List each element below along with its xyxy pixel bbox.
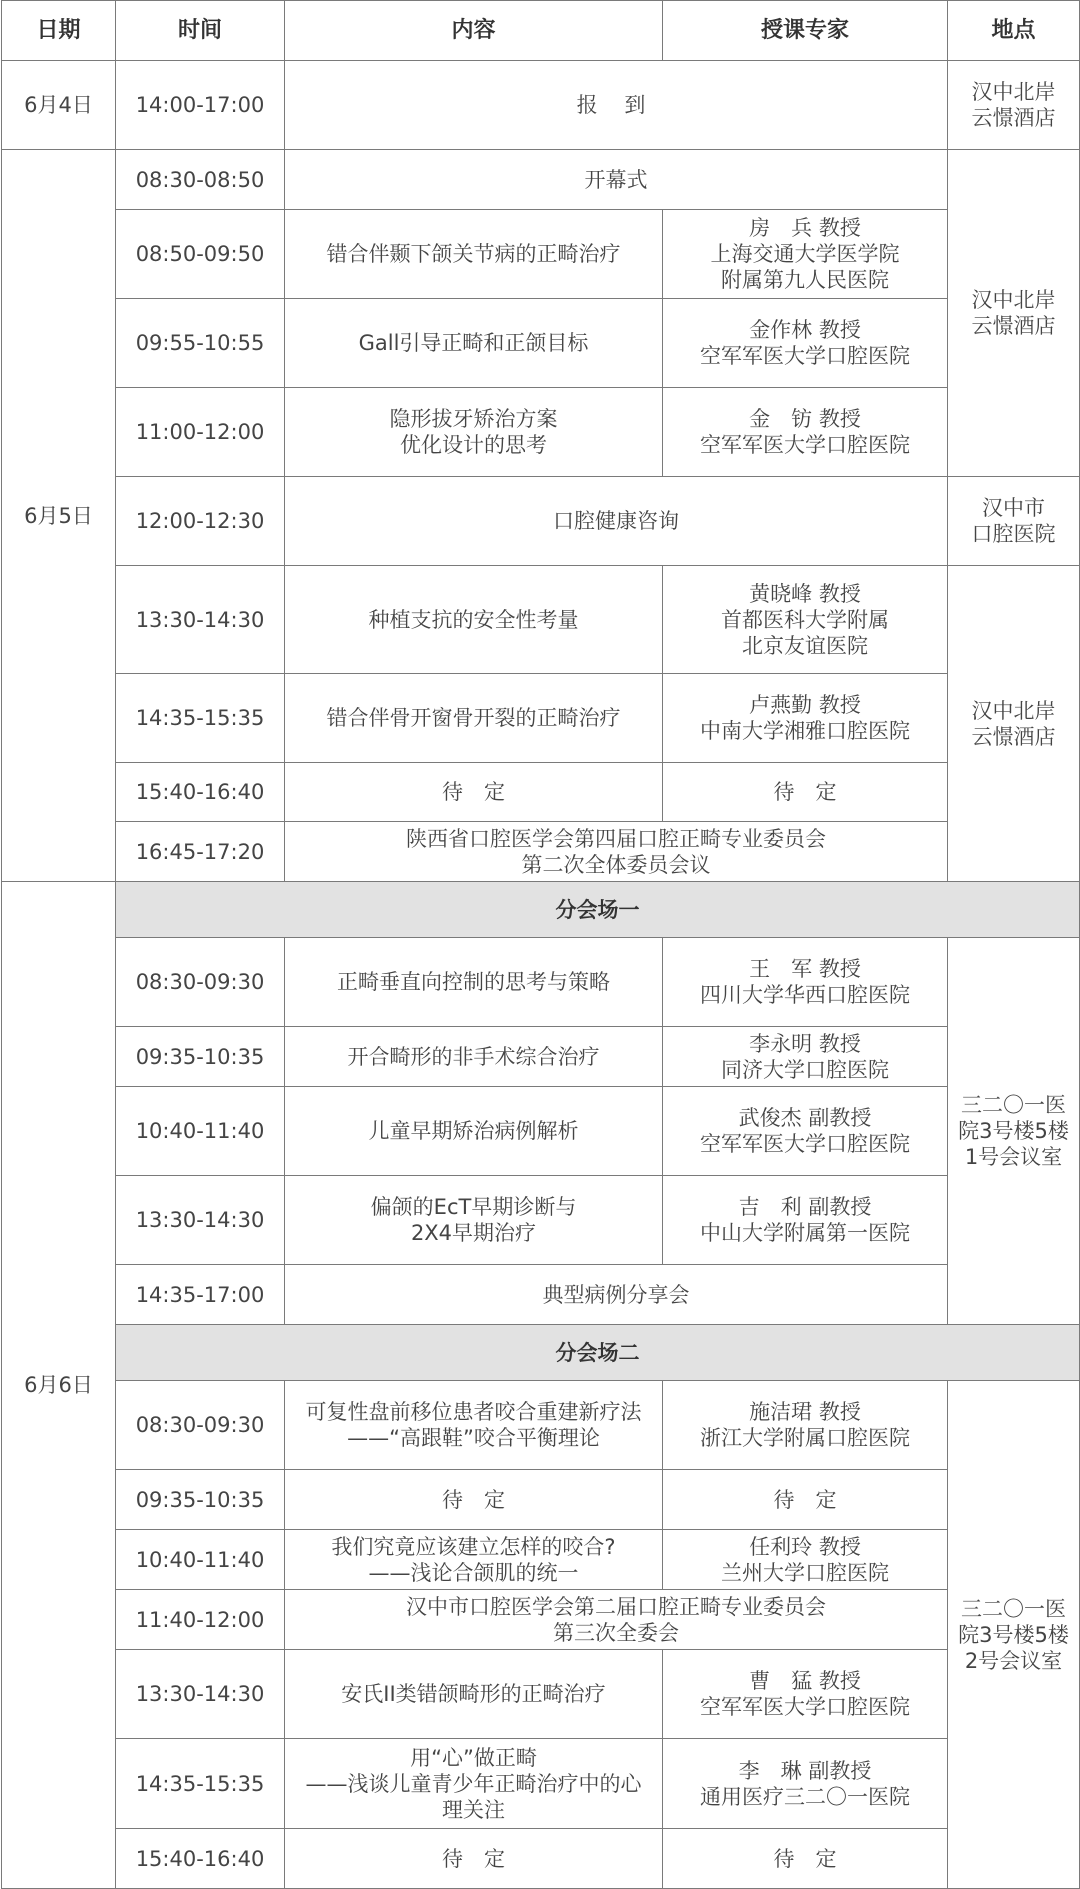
speaker-cell: 施洁珺 教授 浙江大学附属口腔医院 — [663, 1381, 948, 1470]
time-cell: 08:50-09:50 — [116, 210, 285, 299]
table-row — [2, 210, 1080, 299]
speaker-cell: 待 定 — [663, 763, 948, 822]
speaker-cell: 卢燕勤 教授 中南大学湘雅口腔医院 — [663, 674, 948, 763]
table-row — [2, 822, 1080, 882]
speaker-cell: 李永明 教授 同济大学口腔医院 — [663, 1027, 948, 1087]
table-row — [2, 1176, 1080, 1265]
content-cell: 报 到 — [285, 61, 948, 150]
table-row — [2, 938, 1080, 1027]
content-cell: 隐形拔牙矫治方案 优化设计的思考 — [285, 388, 663, 477]
content-cell: 偏颌的EcT早期诊断与 2X4早期治疗 — [285, 1176, 663, 1265]
location-cell: 汉中北岸 云憬酒店 — [948, 61, 1080, 150]
table-row — [2, 1087, 1080, 1176]
content-cell: 用“心”做正畸 ——浅谈儿童青少年正畸治疗中的心 理关注 — [285, 1739, 663, 1829]
time-cell: 11:40-12:00 — [116, 1590, 285, 1650]
time-cell: 14:00-17:00 — [116, 61, 285, 150]
time-cell: 10:40-11:40 — [116, 1087, 285, 1176]
content-cell: 正畸垂直向控制的思考与策略 — [285, 938, 663, 1027]
table-row — [2, 388, 1080, 477]
content-cell: 开合畸形的非手术综合治疗 — [285, 1027, 663, 1087]
time-cell: 13:30-14:30 — [116, 1176, 285, 1265]
time-cell: 09:35-10:35 — [116, 1470, 285, 1530]
content-cell: 陕西省口腔医学会第四届口腔正畸专业委员会 第二次全体委员会议 — [285, 822, 948, 882]
speaker-cell: 黄晓峰 教授 首都医科大学附属 北京友谊医院 — [663, 566, 948, 674]
content-cell: 儿童早期矫治病例解析 — [285, 1087, 663, 1176]
time-cell: 16:45-17:20 — [116, 822, 285, 882]
header-date: 日期 — [2, 1, 116, 61]
speaker-cell: 待 定 — [663, 1470, 948, 1530]
time-cell: 12:00-12:30 — [116, 477, 285, 566]
location-cell: 三二〇一医 院3号楼5楼 1号会议室 — [948, 938, 1080, 1325]
time-cell: 15:40-16:40 — [116, 1829, 285, 1889]
header-speaker: 授课专家 — [663, 1, 948, 61]
table-row — [2, 566, 1080, 674]
content-cell: 待 定 — [285, 763, 663, 822]
table-row — [2, 763, 1080, 822]
speaker-cell: 曹 猛 教授 空军军医大学口腔医院 — [663, 1650, 948, 1739]
content-cell: 汉中市口腔医学会第二届口腔正畸专业委员会 第三次全委会 — [285, 1590, 948, 1650]
table-row — [2, 1027, 1080, 1087]
time-cell: 09:35-10:35 — [116, 1027, 285, 1087]
content-cell: 我们究竟应该建立怎样的咬合? ——浅论合颌肌的统一 — [285, 1530, 663, 1590]
time-cell: 13:30-14:30 — [116, 1650, 285, 1739]
table-row — [2, 1530, 1080, 1590]
location-cell: 三二〇一医 院3号楼5楼 2号会议室 — [948, 1381, 1080, 1889]
table-row — [2, 1381, 1080, 1470]
content-cell: 待 定 — [285, 1470, 663, 1530]
content-cell: 典型病例分享会 — [285, 1265, 948, 1325]
header-row — [2, 1, 1080, 61]
speaker-cell: 李 琳 副教授 通用医疗三二〇一医院 — [663, 1739, 948, 1829]
content-cell: 待 定 — [285, 1829, 663, 1889]
speaker-cell: 吉 利 副教授 中山大学附属第一医院 — [663, 1176, 948, 1265]
section-title: 分会场二 — [116, 1325, 1080, 1381]
section-row — [2, 882, 1080, 938]
schedule-table — [1, 0, 1080, 1889]
table-row — [2, 1829, 1080, 1889]
table-row — [2, 477, 1080, 566]
time-cell: 14:35-15:35 — [116, 674, 285, 763]
time-cell: 14:35-15:35 — [116, 1739, 285, 1829]
date-cell: 6月5日 — [2, 150, 116, 882]
date-cell: 6月6日 — [2, 882, 116, 1889]
table-row — [2, 1470, 1080, 1530]
header-content: 内容 — [285, 1, 663, 61]
date-cell: 6月4日 — [2, 61, 116, 150]
time-cell: 10:40-11:40 — [116, 1530, 285, 1590]
location-cell: 汉中市 口腔医院 — [948, 477, 1080, 566]
speaker-cell: 房 兵 教授 上海交通大学医学院 附属第九人民医院 — [663, 210, 948, 299]
location-cell: 汉中北岸 云憬酒店 — [948, 150, 1080, 477]
table-row — [2, 1590, 1080, 1650]
speaker-cell: 王 军 教授 四川大学华西口腔医院 — [663, 938, 948, 1027]
speaker-cell: 任利玲 教授 兰州大学口腔医院 — [663, 1530, 948, 1590]
time-cell: 08:30-09:30 — [116, 938, 285, 1027]
table-row — [2, 150, 1080, 210]
table-row — [2, 1265, 1080, 1325]
content-cell: 口腔健康咨询 — [285, 477, 948, 566]
speaker-cell: 金作林 教授 空军军医大学口腔医院 — [663, 299, 948, 388]
table-row — [2, 674, 1080, 763]
time-cell: 13:30-14:30 — [116, 566, 285, 674]
content-cell: 安氏II类错颌畸形的正畸治疗 — [285, 1650, 663, 1739]
time-cell: 08:30-09:30 — [116, 1381, 285, 1470]
section-row — [2, 1325, 1080, 1381]
section-title: 分会场一 — [116, 882, 1080, 938]
header-location: 地点 — [948, 1, 1080, 61]
time-cell: 15:40-16:40 — [116, 763, 285, 822]
content-cell: Gall引导正畸和正颌目标 — [285, 299, 663, 388]
content-cell: 错合伴颞下颌关节病的正畸治疗 — [285, 210, 663, 299]
time-cell: 09:55-10:55 — [116, 299, 285, 388]
location-cell: 汉中北岸 云憬酒店 — [948, 566, 1080, 882]
time-cell: 08:30-08:50 — [116, 150, 285, 210]
speaker-cell: 武俊杰 副教授 空军军医大学口腔医院 — [663, 1087, 948, 1176]
content-cell: 开幕式 — [285, 150, 948, 210]
time-cell: 14:35-17:00 — [116, 1265, 285, 1325]
time-cell: 11:00-12:00 — [116, 388, 285, 477]
table-row — [2, 1739, 1080, 1829]
speaker-cell: 待 定 — [663, 1829, 948, 1889]
content-cell: 种植支抗的安全性考量 — [285, 566, 663, 674]
table-row — [2, 1650, 1080, 1739]
content-cell: 错合伴骨开窗骨开裂的正畸治疗 — [285, 674, 663, 763]
header-time: 时间 — [116, 1, 285, 61]
speaker-cell: 金 钫 教授 空军军医大学口腔医院 — [663, 388, 948, 477]
table-row — [2, 61, 1080, 150]
content-cell: 可复性盘前移位患者咬合重建新疗法 ——“高跟鞋”咬合平衡理论 — [285, 1381, 663, 1470]
table-row — [2, 299, 1080, 388]
